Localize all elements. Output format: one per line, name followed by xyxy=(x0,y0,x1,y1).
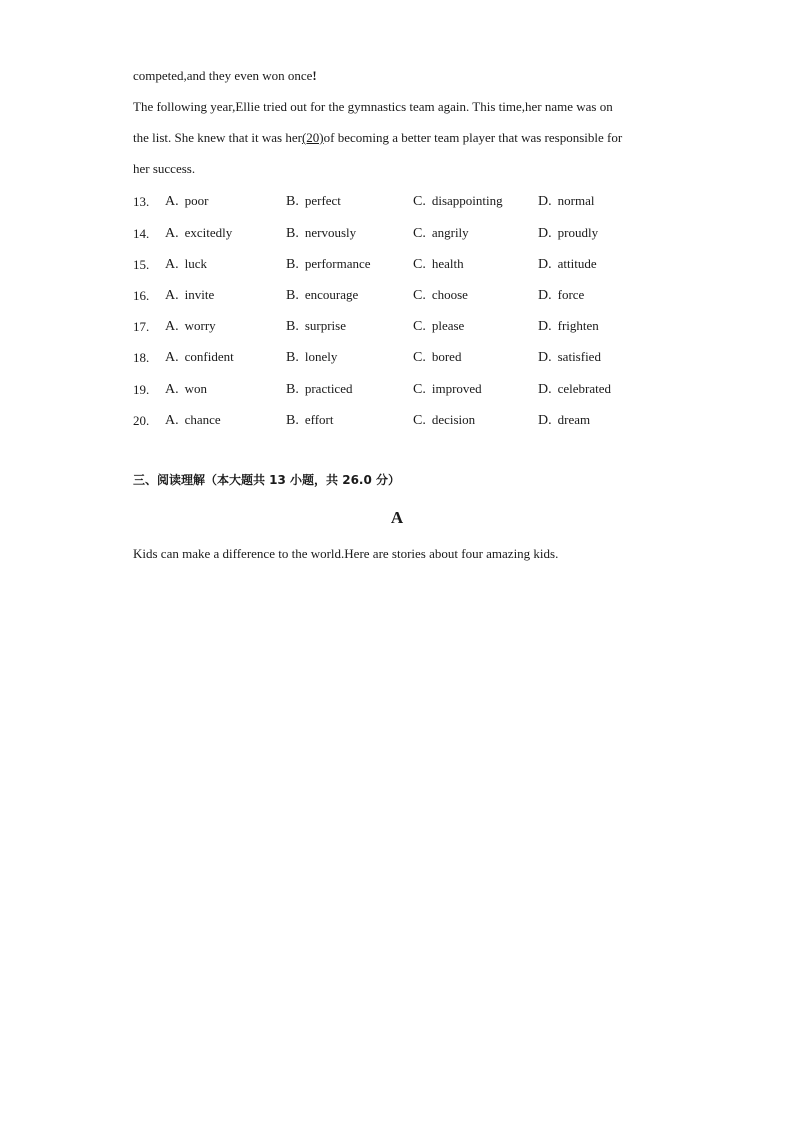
option-c xyxy=(413,348,461,367)
option-text: dream xyxy=(557,412,591,427)
option-letter: B. xyxy=(286,382,299,397)
question-number: 13. xyxy=(133,194,150,209)
option-text: disappointing xyxy=(431,193,503,208)
option-text: bored xyxy=(431,349,462,364)
option-text: celebrated xyxy=(557,381,612,396)
passage-text: competed,and they even won once xyxy=(133,68,313,83)
option-letter: C. xyxy=(413,226,426,241)
option-d xyxy=(538,286,584,305)
option-text: satisfied xyxy=(557,349,601,364)
option-text: please xyxy=(431,318,465,333)
question-row xyxy=(133,317,693,335)
option-letter: A. xyxy=(165,288,179,303)
exclamation-mark: ! xyxy=(312,68,317,83)
option-text: choose xyxy=(431,287,468,302)
option-text: attitude xyxy=(557,256,597,271)
passage-text: the list. She knew that it was her xyxy=(133,130,302,145)
option-a xyxy=(165,380,207,399)
option-text: effort xyxy=(304,412,334,427)
passage-intro: Kids can make a difference to the world.Here are stories about four amazing kids. xyxy=(133,546,559,561)
passage-title: A xyxy=(390,508,404,527)
section-heading: 三、阅读理解（本大题共 13 小题，共 26.0 分） xyxy=(133,473,401,487)
option-c xyxy=(413,286,468,305)
option-b xyxy=(286,411,333,430)
option-letter: A. xyxy=(165,319,179,334)
question-row xyxy=(133,348,693,366)
option-letter: C. xyxy=(413,194,426,209)
option-text: frighten xyxy=(557,318,599,333)
option-b xyxy=(286,317,346,336)
option-letter: B. xyxy=(286,413,299,428)
option-letter: A. xyxy=(165,226,179,241)
option-letter: C. xyxy=(413,257,426,272)
option-text: worry xyxy=(184,318,216,333)
option-c xyxy=(413,317,464,336)
passage-line-1 xyxy=(133,68,317,84)
option-letter: D. xyxy=(538,382,552,397)
question-number: 14. xyxy=(133,226,150,241)
option-letter: D. xyxy=(538,288,552,303)
question-number: 16. xyxy=(133,288,150,303)
option-letter: A. xyxy=(165,350,179,365)
option-letter: D. xyxy=(538,413,552,428)
option-letter: C. xyxy=(413,319,426,334)
option-text: improved xyxy=(431,381,482,396)
option-letter: B. xyxy=(286,319,299,334)
option-c xyxy=(413,255,464,274)
option-letter: C. xyxy=(413,350,426,365)
question-row xyxy=(133,411,693,429)
option-text: lonely xyxy=(304,349,338,364)
option-d xyxy=(538,224,598,243)
option-a xyxy=(165,286,214,305)
option-b xyxy=(286,255,371,274)
option-text: health xyxy=(431,256,464,271)
question-row xyxy=(133,192,693,210)
option-letter: A. xyxy=(165,382,179,397)
option-letter: B. xyxy=(286,257,299,272)
option-d xyxy=(538,380,611,399)
question-number: 20. xyxy=(133,413,150,428)
option-d xyxy=(538,411,590,430)
option-letter: C. xyxy=(413,413,426,428)
option-a xyxy=(165,348,234,367)
passage-line-3 xyxy=(133,130,622,146)
option-c xyxy=(413,192,503,211)
question-row xyxy=(133,255,693,273)
option-text: practiced xyxy=(304,381,353,396)
option-letter: D. xyxy=(538,319,552,334)
question-row xyxy=(133,286,693,304)
option-text: chance xyxy=(184,412,221,427)
option-b xyxy=(286,286,358,305)
question-row xyxy=(133,380,693,398)
passage-line-2: The following year,Ellie tried out for the gymnastics team again. This time,her name was on xyxy=(133,99,613,114)
option-letter: B. xyxy=(286,288,299,303)
option-letter: B. xyxy=(286,350,299,365)
option-d xyxy=(538,255,597,274)
option-text: poor xyxy=(184,193,209,208)
option-a xyxy=(165,224,232,243)
option-a xyxy=(165,192,208,211)
option-letter: A. xyxy=(165,194,179,209)
option-a xyxy=(165,411,221,430)
option-text: surprise xyxy=(304,318,347,333)
option-b xyxy=(286,380,352,399)
option-a xyxy=(165,317,216,336)
option-letter: D. xyxy=(538,257,552,272)
option-text: force xyxy=(557,287,585,302)
question-number: 18. xyxy=(133,350,150,365)
option-text: won xyxy=(184,381,208,396)
option-text: invite xyxy=(184,287,215,302)
option-text: angrily xyxy=(431,225,469,240)
question-number: 19. xyxy=(133,382,150,397)
option-b xyxy=(286,348,337,367)
option-letter: A. xyxy=(165,413,179,428)
passage-text: of becoming a better team player that was responsible for xyxy=(323,130,623,145)
option-c xyxy=(413,411,475,430)
option-letter: C. xyxy=(413,288,426,303)
option-text: normal xyxy=(557,193,595,208)
option-text: luck xyxy=(184,256,208,271)
option-letter: D. xyxy=(538,194,552,209)
option-d xyxy=(538,348,601,367)
option-b xyxy=(286,192,341,211)
option-c xyxy=(413,224,469,243)
option-text: performance xyxy=(304,256,371,271)
option-text: proudly xyxy=(557,225,599,240)
option-d xyxy=(538,192,594,211)
option-c xyxy=(413,380,482,399)
option-letter: D. xyxy=(538,350,552,365)
option-letter: C. xyxy=(413,382,426,397)
option-text: decision xyxy=(431,412,476,427)
option-b xyxy=(286,224,356,243)
option-text: confident xyxy=(184,349,234,364)
option-text: nervously xyxy=(304,225,357,240)
option-text: perfect xyxy=(304,193,341,208)
passage-line-4: her success. xyxy=(133,161,196,176)
question-number: 17. xyxy=(133,319,150,334)
option-d xyxy=(538,317,599,336)
option-letter: A. xyxy=(165,257,179,272)
option-text: excitedly xyxy=(184,225,233,240)
question-number: 15. xyxy=(133,257,150,272)
option-letter: B. xyxy=(286,226,299,241)
option-letter: B. xyxy=(286,194,299,209)
blank-20: (20) xyxy=(301,130,324,145)
option-text: encourage xyxy=(304,287,359,302)
option-a xyxy=(165,255,207,274)
question-row xyxy=(133,224,693,242)
option-letter: D. xyxy=(538,226,552,241)
